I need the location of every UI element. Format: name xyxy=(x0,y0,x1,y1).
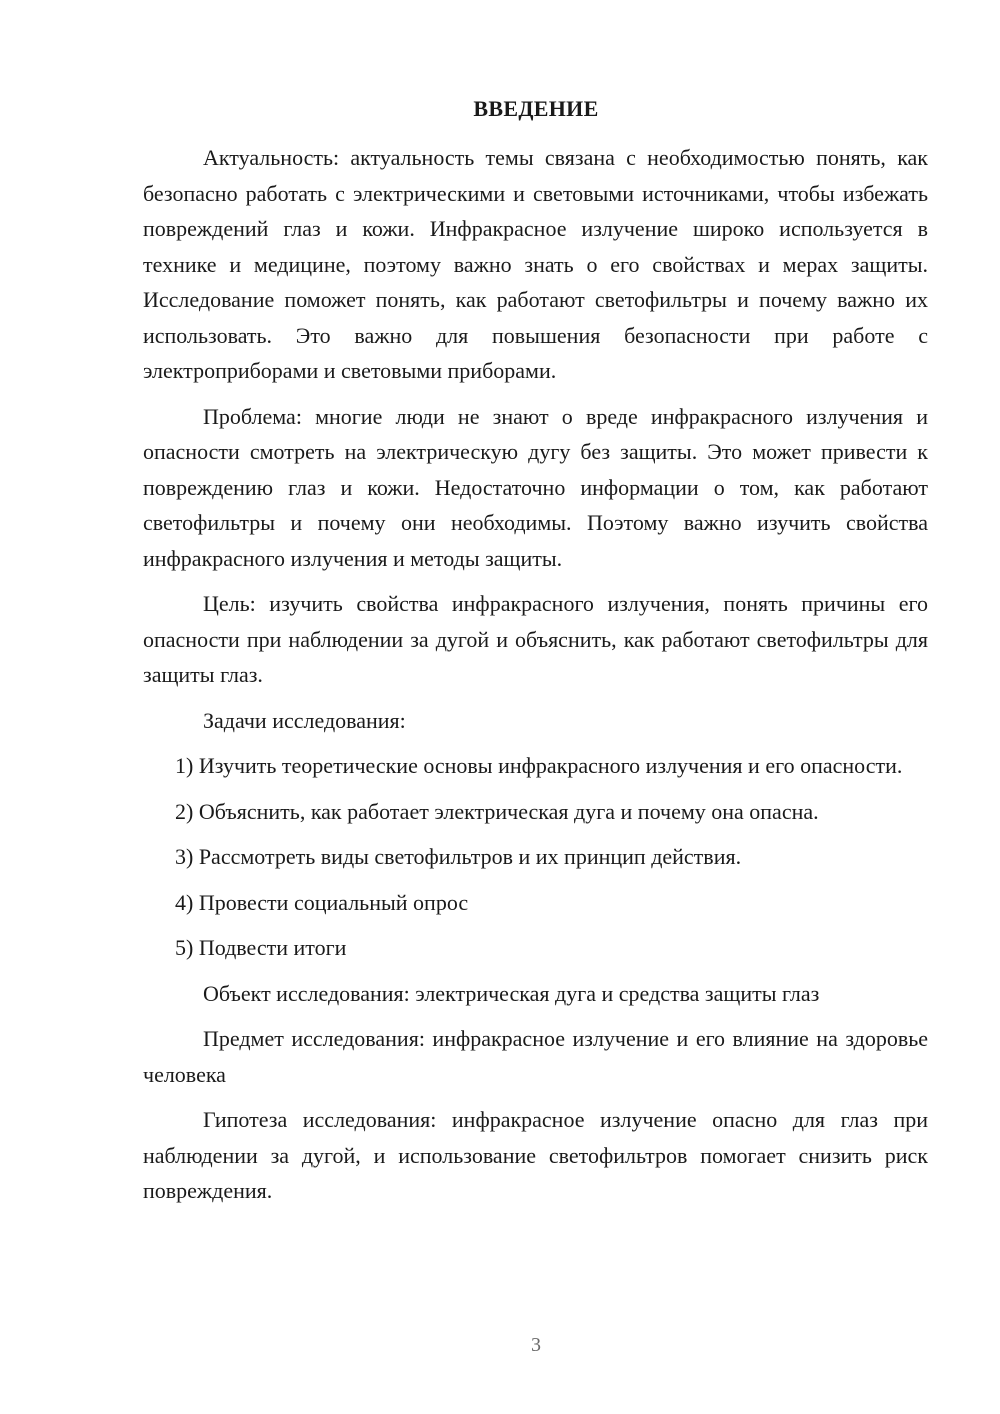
object-paragraph: Объект исследования: электрическая дуга и средства защиты глаз xyxy=(203,980,820,1006)
goal-paragraph: Цель: изучить свойства инфракрасного излучения, понять причины его опасности при наблюдении за дугой и объяснить, как работают светофильтры для защиты глаз. xyxy=(143,591,928,687)
task-item-3: 3) Рассмотреть виды светофильтров и их принцип действия. xyxy=(175,844,742,869)
problem-paragraph: Проблема: многие люди не знают о вреде инфракрасного излучения и опасности смотреть на электрическую дугу без защиты. Это может привести к повреждению глаз и кожи. Недостаточно информации о том, как работают светофильтры и почему они необходимы. Поэтому важно изучить свойства инфракрасного излучения и методы защиты. xyxy=(143,403,928,571)
tasks-heading: Задачи исследования: xyxy=(203,707,406,733)
page-title: ВВЕДЕНИЕ xyxy=(473,96,599,121)
page-number: 3 xyxy=(531,1334,541,1356)
hypothesis-paragraph: Гипотеза исследования: инфракрасное излучение опасно для глаз при наблюдении за дугой, и использование светофильтров помогает снизить риск повреждения. xyxy=(143,1107,928,1203)
task-item-1: 1) Изучить теоретические основы инфракрасного излучения и его опасности. xyxy=(175,753,903,778)
subject-paragraph: Предмет исследования: инфракрасное излучение и его влияние на здоровье человека xyxy=(143,1026,928,1087)
task-item-5: 5) Подвести итоги xyxy=(175,935,347,960)
task-item-4: 4) Провести социальный опрос xyxy=(175,889,469,915)
task-item-2: 2) Объяснить, как работает электрическая дуга и почему она опасна. xyxy=(175,798,819,824)
body-text xyxy=(143,140,928,1219)
relevance-paragraph: Актуальность: актуальность темы связана с необходимостью понять, как безопасно работать с электрическими и световыми источниками, чтобы избежать повреждений глаз и кожи. Инфракрасное излучение широко используется в технике и медицине, поэтому важно знать о его свойствах и мерах защиты. Исследование поможет понять, как работают светофильтры и почему важно их использовать. Это важно для повышения безопасности при работе с электроприборами и световыми приборами. xyxy=(143,145,928,383)
